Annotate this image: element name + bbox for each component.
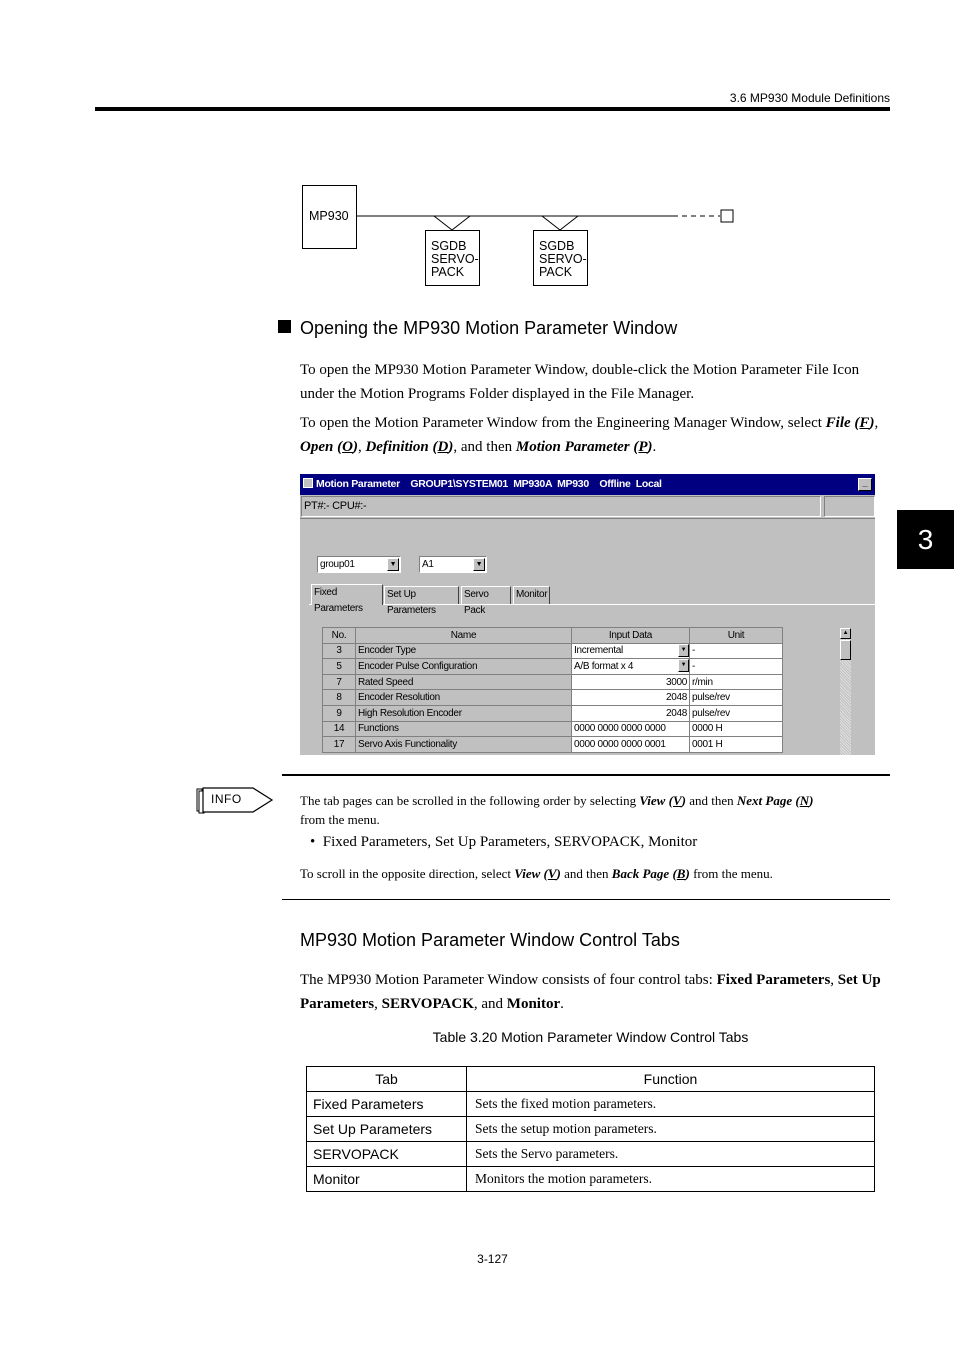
menu-file-key: F: [859, 415, 870, 431]
axis-select[interactable]: [419, 556, 487, 573]
info-bottom-rule: [282, 899, 890, 900]
motion-parameter-window: [300, 474, 875, 755]
info-label: INFO: [211, 792, 242, 806]
mp930-label: MP930: [309, 209, 349, 223]
servopack-box-2: [533, 230, 588, 286]
control-tabs-table: [306, 1066, 875, 1192]
status-bar: [301, 496, 821, 517]
tab-set-up-parameters[interactable]: Set Up Parameters: [384, 586, 459, 604]
running-header: 3.6 MP930 Module Definitions: [729, 91, 890, 105]
table-row[interactable]: 17 Servo Axis Functionality 0000 0000 0000 0001 0001 H: [323, 737, 783, 753]
chevron-down-icon[interactable]: ▼: [473, 558, 485, 571]
scroll-up-button[interactable]: ▲: [840, 628, 851, 639]
servopack-box-1: [425, 230, 480, 286]
scroll-thumb[interactable]: [840, 640, 851, 660]
table-caption: Table 3.20 Motion Parameter Window Control Tabs: [432, 1029, 749, 1045]
menu-open-key: O: [342, 439, 353, 455]
info-icon: [196, 787, 276, 815]
encoder-type-select[interactable]: Incremental ▼: [572, 643, 690, 659]
column-header: Function: [467, 1067, 875, 1092]
table-row[interactable]: 9 High Resolution Encoder 2048 pulse/rev: [323, 705, 783, 721]
page-number: 3-127: [477, 1252, 508, 1266]
info-bullet: • Fixed Parameters, Set Up Parameters, SERVOPACK, Monitor: [310, 834, 698, 850]
column-header: Input Data: [572, 628, 690, 644]
group-select[interactable]: [317, 556, 401, 573]
section-heading-control-tabs: MP930 Motion Parameter Window Control Tabs: [300, 930, 680, 950]
group-select-value: group01: [320, 559, 355, 570]
column-header: Unit: [690, 628, 783, 644]
window-titlebar: [300, 474, 875, 495]
input-data-cell[interactable]: 3000: [572, 674, 690, 690]
table-row[interactable]: 14 Functions 0000 0000 0000 0000 0000 H: [323, 721, 783, 737]
table-row[interactable]: 3 Encoder Type Incremental ▼ -: [323, 643, 783, 659]
table-row[interactable]: 8 Encoder Resolution 2048 pulse/rev: [323, 690, 783, 706]
servopack-2-line: SERVO-: [539, 252, 587, 266]
table-row: Set Up Parameters Sets the setup motion parameters.: [307, 1117, 875, 1142]
table-row: SERVOPACK Sets the Servo parameters.: [307, 1142, 875, 1167]
servopack-2-line: SGDB: [539, 239, 575, 253]
status-panel: [824, 496, 875, 517]
heading-bullet: [278, 320, 291, 333]
input-data-cell[interactable]: 0000 0000 0000 0001: [572, 737, 690, 753]
servopack-1-line: SERVO-: [431, 252, 479, 266]
pulse-configuration-select[interactable]: A/B format x 4 ▼: [572, 659, 690, 675]
input-data-cell[interactable]: 2048: [572, 690, 690, 706]
paragraph-control-tabs: The MP930 Motion Parameter Window consists of four control tabs: Fixed Parameters, Set Up Parameters, SERVOPACK, and Monitor.: [300, 972, 881, 1012]
window-title: Motion Parameter GROUP1\SYSTEM01 MP930A MP930 Offline Local: [316, 478, 662, 490]
mp930-box: [302, 185, 357, 249]
vertical-scrollbar[interactable]: [840, 628, 851, 755]
status-text: PT#:- CPU#:-: [304, 500, 367, 512]
tab-fixed-parameters[interactable]: Fixed Parameters: [311, 584, 383, 605]
menu-definition-key: D: [437, 439, 449, 455]
chevron-down-icon[interactable]: ▼: [678, 644, 689, 657]
column-header: No.: [323, 628, 356, 644]
connection-diagram: [300, 180, 740, 290]
info-reverse-scroll: To scroll in the opposite direction, select View (V) and then Back Page (B) from the menu.: [300, 866, 773, 881]
input-data-cell[interactable]: 0000 0000 0000 0000: [572, 721, 690, 737]
table-row[interactable]: 5 Encoder Pulse Configuration A/B format x 4 ▼ -: [323, 659, 783, 675]
menu-motion-parameter: Motion Parameter: [515, 439, 630, 455]
column-header: Tab: [307, 1067, 467, 1092]
servopack-1-line: PACK: [431, 265, 465, 279]
info-scroll-order: The tab pages can be scrolled in the following order by selecting View (V) and then Next Page (N) from the menu.: [300, 793, 814, 827]
menu-motion-key: P: [638, 439, 648, 455]
menu-definition: Definition: [365, 439, 429, 455]
chapter-tab: 3: [897, 510, 954, 569]
window-menu-icon[interactable]: [303, 478, 313, 488]
chevron-down-icon[interactable]: ▼: [678, 659, 689, 672]
input-data-cell[interactable]: 2048: [572, 705, 690, 721]
parameter-grid: [322, 627, 783, 753]
servopack-1-line: SGDB: [431, 239, 467, 253]
section-heading-opening: Opening the MP930 Motion Parameter Window: [300, 318, 678, 338]
info-top-rule: [282, 774, 890, 776]
table-row: Fixed Parameters Sets the fixed motion parameters.: [307, 1092, 875, 1117]
diagram-lines: [300, 180, 740, 290]
chevron-down-icon[interactable]: ▼: [387, 558, 399, 571]
minimize-button[interactable]: _: [858, 478, 872, 491]
paragraph-open-instructions: To open the MP930 Motion Parameter Window, double-click the Motion Parameter File Icon under the Motion Programs Folder displayed in the File Manager.: [300, 362, 860, 402]
menu-open: Open: [300, 439, 334, 455]
axis-select-value: A1: [422, 559, 434, 570]
table-row: Monitor Monitors the motion parameters.: [307, 1167, 875, 1192]
menu-file: File: [825, 415, 851, 431]
servopack-2-line: PACK: [539, 265, 573, 279]
paragraph-open-from-manager: To open the Motion Parameter Window from the Engineering Manager Window, select File (F), Open (O), Definition (D), and then Motion Parameter (P).: [300, 415, 879, 455]
column-header: Name: [356, 628, 572, 644]
header-rule: [95, 107, 890, 111]
table-row[interactable]: 7 Rated Speed 3000 r/min: [323, 674, 783, 690]
tab-servo-pack[interactable]: Servo Pack: [461, 586, 511, 604]
tab-monitor[interactable]: Monitor: [513, 586, 550, 604]
